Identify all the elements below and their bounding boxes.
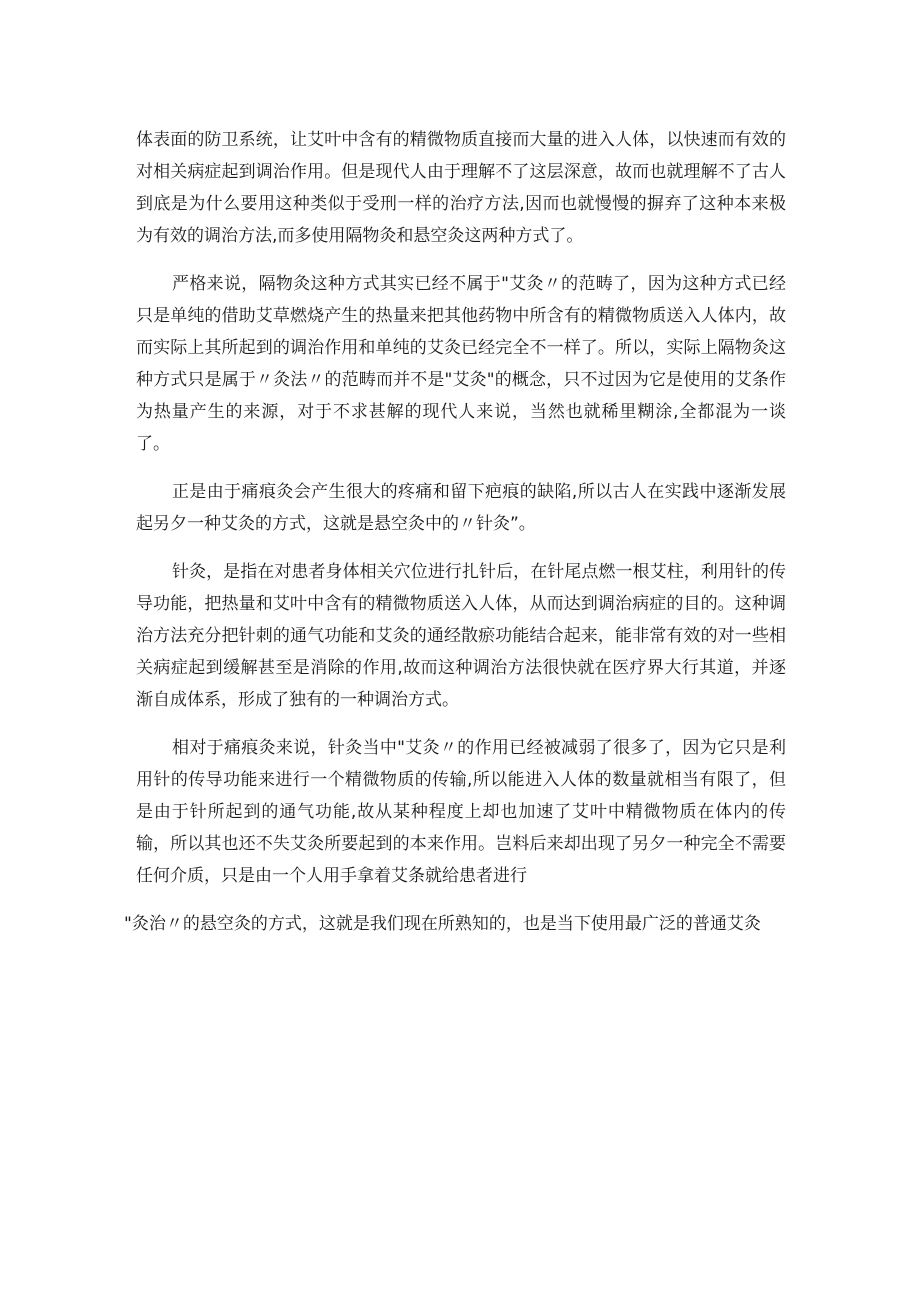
paragraph-geWuJiu: 严格来说，隔物灸这种方式其实已经不属于"艾灸〃的范畴了，因为这种方式已经只是单纯的借助艾草燃烧产生的热量来把其他药物中所含有的精微物质送入人体内，故而实际上其所起到的调治作用和单纯的艾灸已经完全不一样了。所以，实际上隔物灸这种方式只是属于〃灸法〃的范畴而并不是"艾灸"的概念，只不过因为它是使用的艾条作为热量产生的来源，对于不求甚解的现代人来说，当然也就稀里糊涂,全都混为一谈了。 [136,274,786,454]
document-body [124,124,786,956]
paragraph-zhenJiu-definition: 针灸，是指在对患者身体相关穴位进行扎针后，在针尾点燃一根艾柱，利用针的传导功能，把热量和艾叶中含有的精微物质送入人体，从而达到调治病症的目的。这种调治方法充分把针刺的通气功能和艾灸的通经散瘀功能结合起来，能非常有效的对一些相关病症起到缓解甚至是消除的作用,故而这种调治方法很快就在医疗界大行其道，并逐渐自成体系，形成了独有的一种调治方式。 [136,562,786,710]
paragraph-continuation: 体表面的防卫系统，让艾叶中含有的精微物质直接而大量的进入人体，以快速而有效的对相关病症起到调治作用。但是现代人由于理解不了这层深意，故而也就理解不了古人到底是为什么要用这种类似于受刑一样的治疗方法,因而也就慢慢的摒弃了这种本来极为有效的调治方法,而多使用隔物灸和悬空灸这两种方式了。 [136,130,786,246]
paragraph-comparison: 相对于痛痕灸来说，针灸当中"艾灸〃的作用已经被减弱了很多了，因为它只是利用针的传导功能来进行一个精微物质的传输,所以能进入人体的数量就相当有限了，但是由于针所起到的通气功能,故从某种程度上却也加速了艾叶中精微物质在体内的传输，所以其也还不失艾灸所要起到的本来作用。岂料后来却出现了另夕一种完全不需要任何介质，只是由一个人用手拿着艾条就给患者进行 [136,738,786,886]
paragraph-zhenJiu-intro: 正是由于痛痕灸会产生很大的疼痛和留下疤痕的缺陷,所以古人在实践中逐渐发展起另夕一种艾灸的方式，这就是悬空灸中的〃针灸”。 [136,482,786,534]
paragraph-xuanKongJiu: "灸治〃的悬空灸的方式，这就是我们现在所熟知的，也是当下使用最广泛的普通艾灸 [124,914,761,934]
